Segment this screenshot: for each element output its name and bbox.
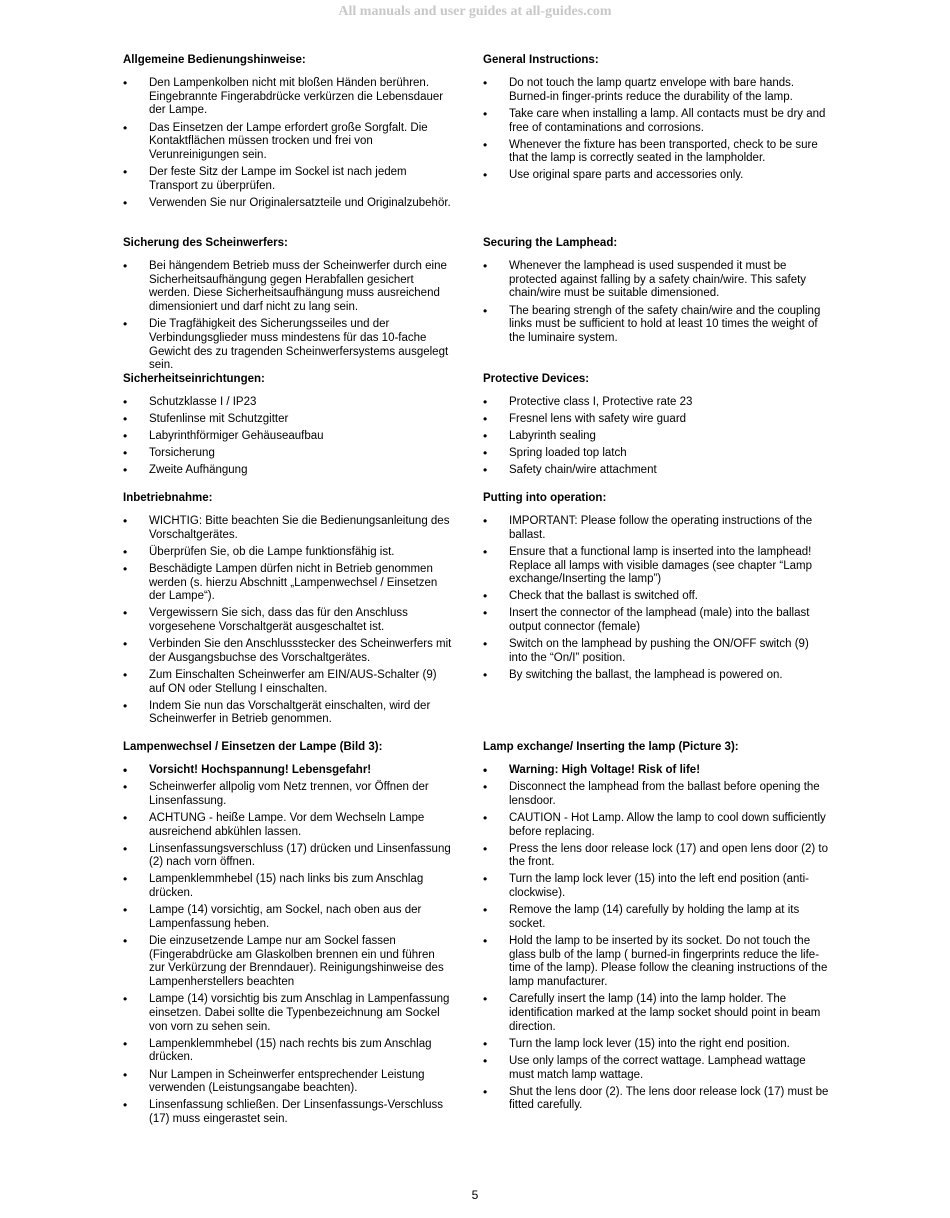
list-item: • Linsenfassung schließen. Der Linsenfassungs-Verschluss (17) muss eingerastet sein.	[123, 1099, 453, 1126]
warning-item: • Warning: High Voltage! Risk of life!	[483, 764, 829, 778]
list-item: • Do not touch the lamp quartz envelope with bare hands. Burned-in finger-prints reduce the durability of the lamp.	[483, 77, 829, 104]
list-item: • Torsicherung	[123, 447, 453, 461]
list-item: • CAUTION - Hot Lamp. Allow the lamp to cool down sufficiently before replacing.	[483, 812, 829, 839]
list-item: • Verwenden Sie nur Originalersatzteile und Originalzubehör.	[123, 197, 453, 211]
watermark: All manuals and user guides at all-guides.com	[338, 4, 612, 19]
list-item: • Das Einsetzen der Lampe erfordert große Sorgfalt. Die Kontaktflächen müssen trocken und frei von Verunreinigungen sein.	[123, 122, 453, 163]
list-item: • Whenever the fixture has been transported, check to be sure that the lamp is correctly seated in the lampholder.	[483, 139, 829, 166]
section-title: Inbetriebnahme:	[123, 492, 213, 504]
list-item: • Whenever the lamphead is used suspended it must be protected against falling by a safety chain/wire. This safety chain/wire must be suitable dimensioned.	[483, 260, 829, 301]
list-item: • Labyrinthförmiger Gehäuseaufbau	[123, 430, 453, 444]
list-item: • Use only lamps of the correct wattage. Lamphead wattage must match lamp wattage.	[483, 1055, 829, 1082]
section-title: Sicherung des Scheinwerfers:	[123, 237, 288, 249]
list-item: • Fresnel lens with safety wire guard	[483, 413, 829, 427]
list-item: • Lampe (14) vorsichtig bis zum Anschlag in Lampenfassung einsetzen. Dabei sollte die Typenbezeichnung am Sockel von vorn zu sehen sein.	[123, 993, 453, 1034]
list-item: • Turn the lamp lock lever (15) into the right end position.	[483, 1038, 829, 1052]
section-general-de	[123, 53, 453, 214]
list-item: • Shut the lens door (2). The lens door release lock (17) must be fitted carefully.	[483, 1086, 829, 1113]
list-item: • Hold the lamp to be inserted by its socket. Do not touch the glass bulb of the lamp ( burned-in fingerprints reduce the life-time of the lamp). Please follow the cleaning instructions of the lamp manufacturer.	[483, 935, 829, 990]
list-item: • Stufenlinse mit Schutzgitter	[123, 413, 453, 427]
list-item: • Labyrinth sealing	[483, 430, 829, 444]
list-item: • Nur Lampen in Scheinwerfer entsprechender Leistung verwenden (Leistungsangabe beachten).	[123, 1069, 453, 1096]
bullet-list	[483, 260, 829, 346]
list-item: • By switching the ballast, the lamphead is powered on.	[483, 669, 829, 683]
section-securing-en	[483, 236, 829, 349]
list-item: • Remove the lamp (14) carefully by holding the lamp at its socket.	[483, 904, 829, 931]
list-item: • Switch on the lamphead by pushing the ON/OFF switch (9) into the “On/I” position.	[483, 638, 829, 665]
list-item: • Lampenklemmhebel (15) nach links bis zum Anschlag drücken.	[123, 873, 453, 900]
list-item: • Protective class I, Protective rate 23	[483, 396, 829, 410]
list-item: • Zum Einschalten Scheinwerfer am EIN/AUS-Schalter (9) auf ON oder Stellung I einschalten.	[123, 669, 453, 696]
section-title: Protective Devices:	[483, 373, 590, 385]
section-lamp-de	[123, 740, 453, 1130]
page-number: 5	[471, 1188, 479, 1202]
list-item: • Check that the ballast is switched off.	[483, 590, 829, 604]
bullet-list	[483, 764, 829, 1113]
list-item: • Insert the connector of the lamphead (male) into the ballast output connector (female)	[483, 607, 829, 634]
list-item: • Der feste Sitz der Lampe im Sockel ist nach jedem Transport zu überprüfen.	[123, 166, 453, 193]
warning-item: • Vorsicht! Hochspannung! Lebensgefahr!	[123, 764, 453, 778]
list-item: • Ensure that a functional lamp is inserted into the lamphead! Replace all lamps with visible damages (see chapter “Lamp exchange/Inserting the lamp”)	[483, 546, 829, 587]
bullet-list	[123, 396, 453, 478]
section-operation-de	[123, 491, 453, 731]
section-general-en	[483, 53, 829, 186]
bullet-list	[483, 515, 829, 683]
list-item: • Beschädigte Lampen dürfen nicht in Betrieb genommen werden (s. hierzu Abschnitt „Lampenwechsel / Einsetzen der Lampe“).	[123, 563, 453, 604]
section-protective-en	[483, 372, 829, 481]
list-item: • IMPORTANT: Please follow the operating instructions of the ballast.	[483, 515, 829, 542]
bullet-list	[123, 260, 453, 373]
list-item: • Use original spare parts and accessories only.	[483, 169, 829, 183]
list-item: • Scheinwerfer allpolig vom Netz trennen, vor Öffnen der Linsenfassung.	[123, 781, 453, 808]
list-item: • Indem Sie nun das Vorschaltgerät einschalten, wird der Scheinwerfer in Betrieb genommen.	[123, 700, 453, 727]
section-protective-de	[123, 372, 453, 481]
list-item: • Turn the lamp lock lever (15) into the left end position (anti-clockwise).	[483, 873, 829, 900]
section-title: General Instructions:	[483, 54, 599, 66]
section-title: Allgemeine Bedienungshinweise:	[123, 54, 306, 66]
list-item: • The bearing strengh of the safety chain/wire and the coupling links must be sufficient to hold at least 10 times the weight of the luminaire system.	[483, 305, 829, 346]
list-item: • Vergewissern Sie sich, dass das für den Anschluss vorgesehene Vorschaltgerät ausgeschaltet ist.	[123, 607, 453, 634]
list-item: • Linsenfassungsverschluss (17) drücken und Linsenfassung (2) nach vorn öffnen.	[123, 843, 453, 870]
list-item: • Den Lampenkolben nicht mit bloßen Händen berühren. Eingebrannte Fingerabdrücke verkürzen die Lebensdauer der Lampe.	[123, 77, 453, 118]
list-item: • Überprüfen Sie, ob die Lampe funktionsfähig ist.	[123, 546, 453, 560]
bullet-list	[483, 396, 829, 478]
list-item: • Take care when installing a lamp. All contacts must be dry and free of contaminations and corrosions.	[483, 108, 829, 135]
bullet-list	[123, 764, 453, 1127]
bullet-list	[123, 515, 453, 727]
section-operation-en	[483, 491, 829, 686]
list-item: • Carefully insert the lamp (14) into the lamp holder. The identification marked at the lamp socket should point in beam direction.	[483, 993, 829, 1034]
list-item: • Bei hängendem Betrieb muss der Scheinwerfer durch eine Sicherheitsaufhängung gegen Herabfallen gesichert werden. Diese Sicherheitsaufhängung muss ausreichend dimensioniert und darf nicht zu lang sein.	[123, 260, 453, 315]
list-item: • Zweite Aufhängung	[123, 464, 453, 478]
section-title: Putting into operation:	[483, 492, 607, 504]
list-item: • Press the lens door release lock (17) and open lens door (2) to the front.	[483, 843, 829, 870]
list-item: • Schutzklasse I / IP23	[123, 396, 453, 410]
list-item: • WICHTIG: Bitte beachten Sie die Bedienungsanleitung des Vorschaltgerätes.	[123, 515, 453, 542]
bullet-list	[123, 77, 453, 211]
list-item: • Lampe (14) vorsichtig, am Sockel, nach oben aus der Lampenfassung heben.	[123, 904, 453, 931]
list-item: • Safety chain/wire attachment	[483, 464, 829, 478]
section-title: Sicherheitseinrichtungen:	[123, 373, 265, 385]
section-title: Lampenwechsel / Einsetzen der Lampe (Bild 3):	[123, 741, 383, 753]
list-item: • Verbinden Sie den Anschlussstecker des Scheinwerfers mit der Ausgangsbuchse des Vorschaltgerätes.	[123, 638, 453, 665]
section-lamp-en	[483, 740, 829, 1116]
section-securing-de	[123, 236, 453, 376]
list-item: • Die Tragfähigkeit des Sicherungsseiles und der Verbindungsglieder muss mindestens für das 10-fache Gewicht des zu tragenden Scheinwerfersystems ausgelegt sein.	[123, 318, 453, 373]
list-item: • ACHTUNG - heiße Lampe. Vor dem Wechseln Lampe ausreichend abkühlen lassen.	[123, 812, 453, 839]
section-title: Securing the Lamphead:	[483, 237, 618, 249]
list-item: • Lampenklemmhebel (15) nach rechts bis zum Anschlag drücken.	[123, 1038, 453, 1065]
bullet-list	[483, 77, 829, 183]
list-item: • Disconnect the lamphead from the ballast before opening the lensdoor.	[483, 781, 829, 808]
list-item: • Spring loaded top latch	[483, 447, 829, 461]
section-title: Lamp exchange/ Inserting the lamp (Picture 3):	[483, 741, 739, 753]
list-item: • Die einzusetzende Lampe nur am Sockel fassen (Fingerabdrücke am Glaskolben brennen ein und führen zur Verkürzung der Brenndauer). Reinigungshinweise des Lampenherstellers beachten	[123, 935, 453, 990]
